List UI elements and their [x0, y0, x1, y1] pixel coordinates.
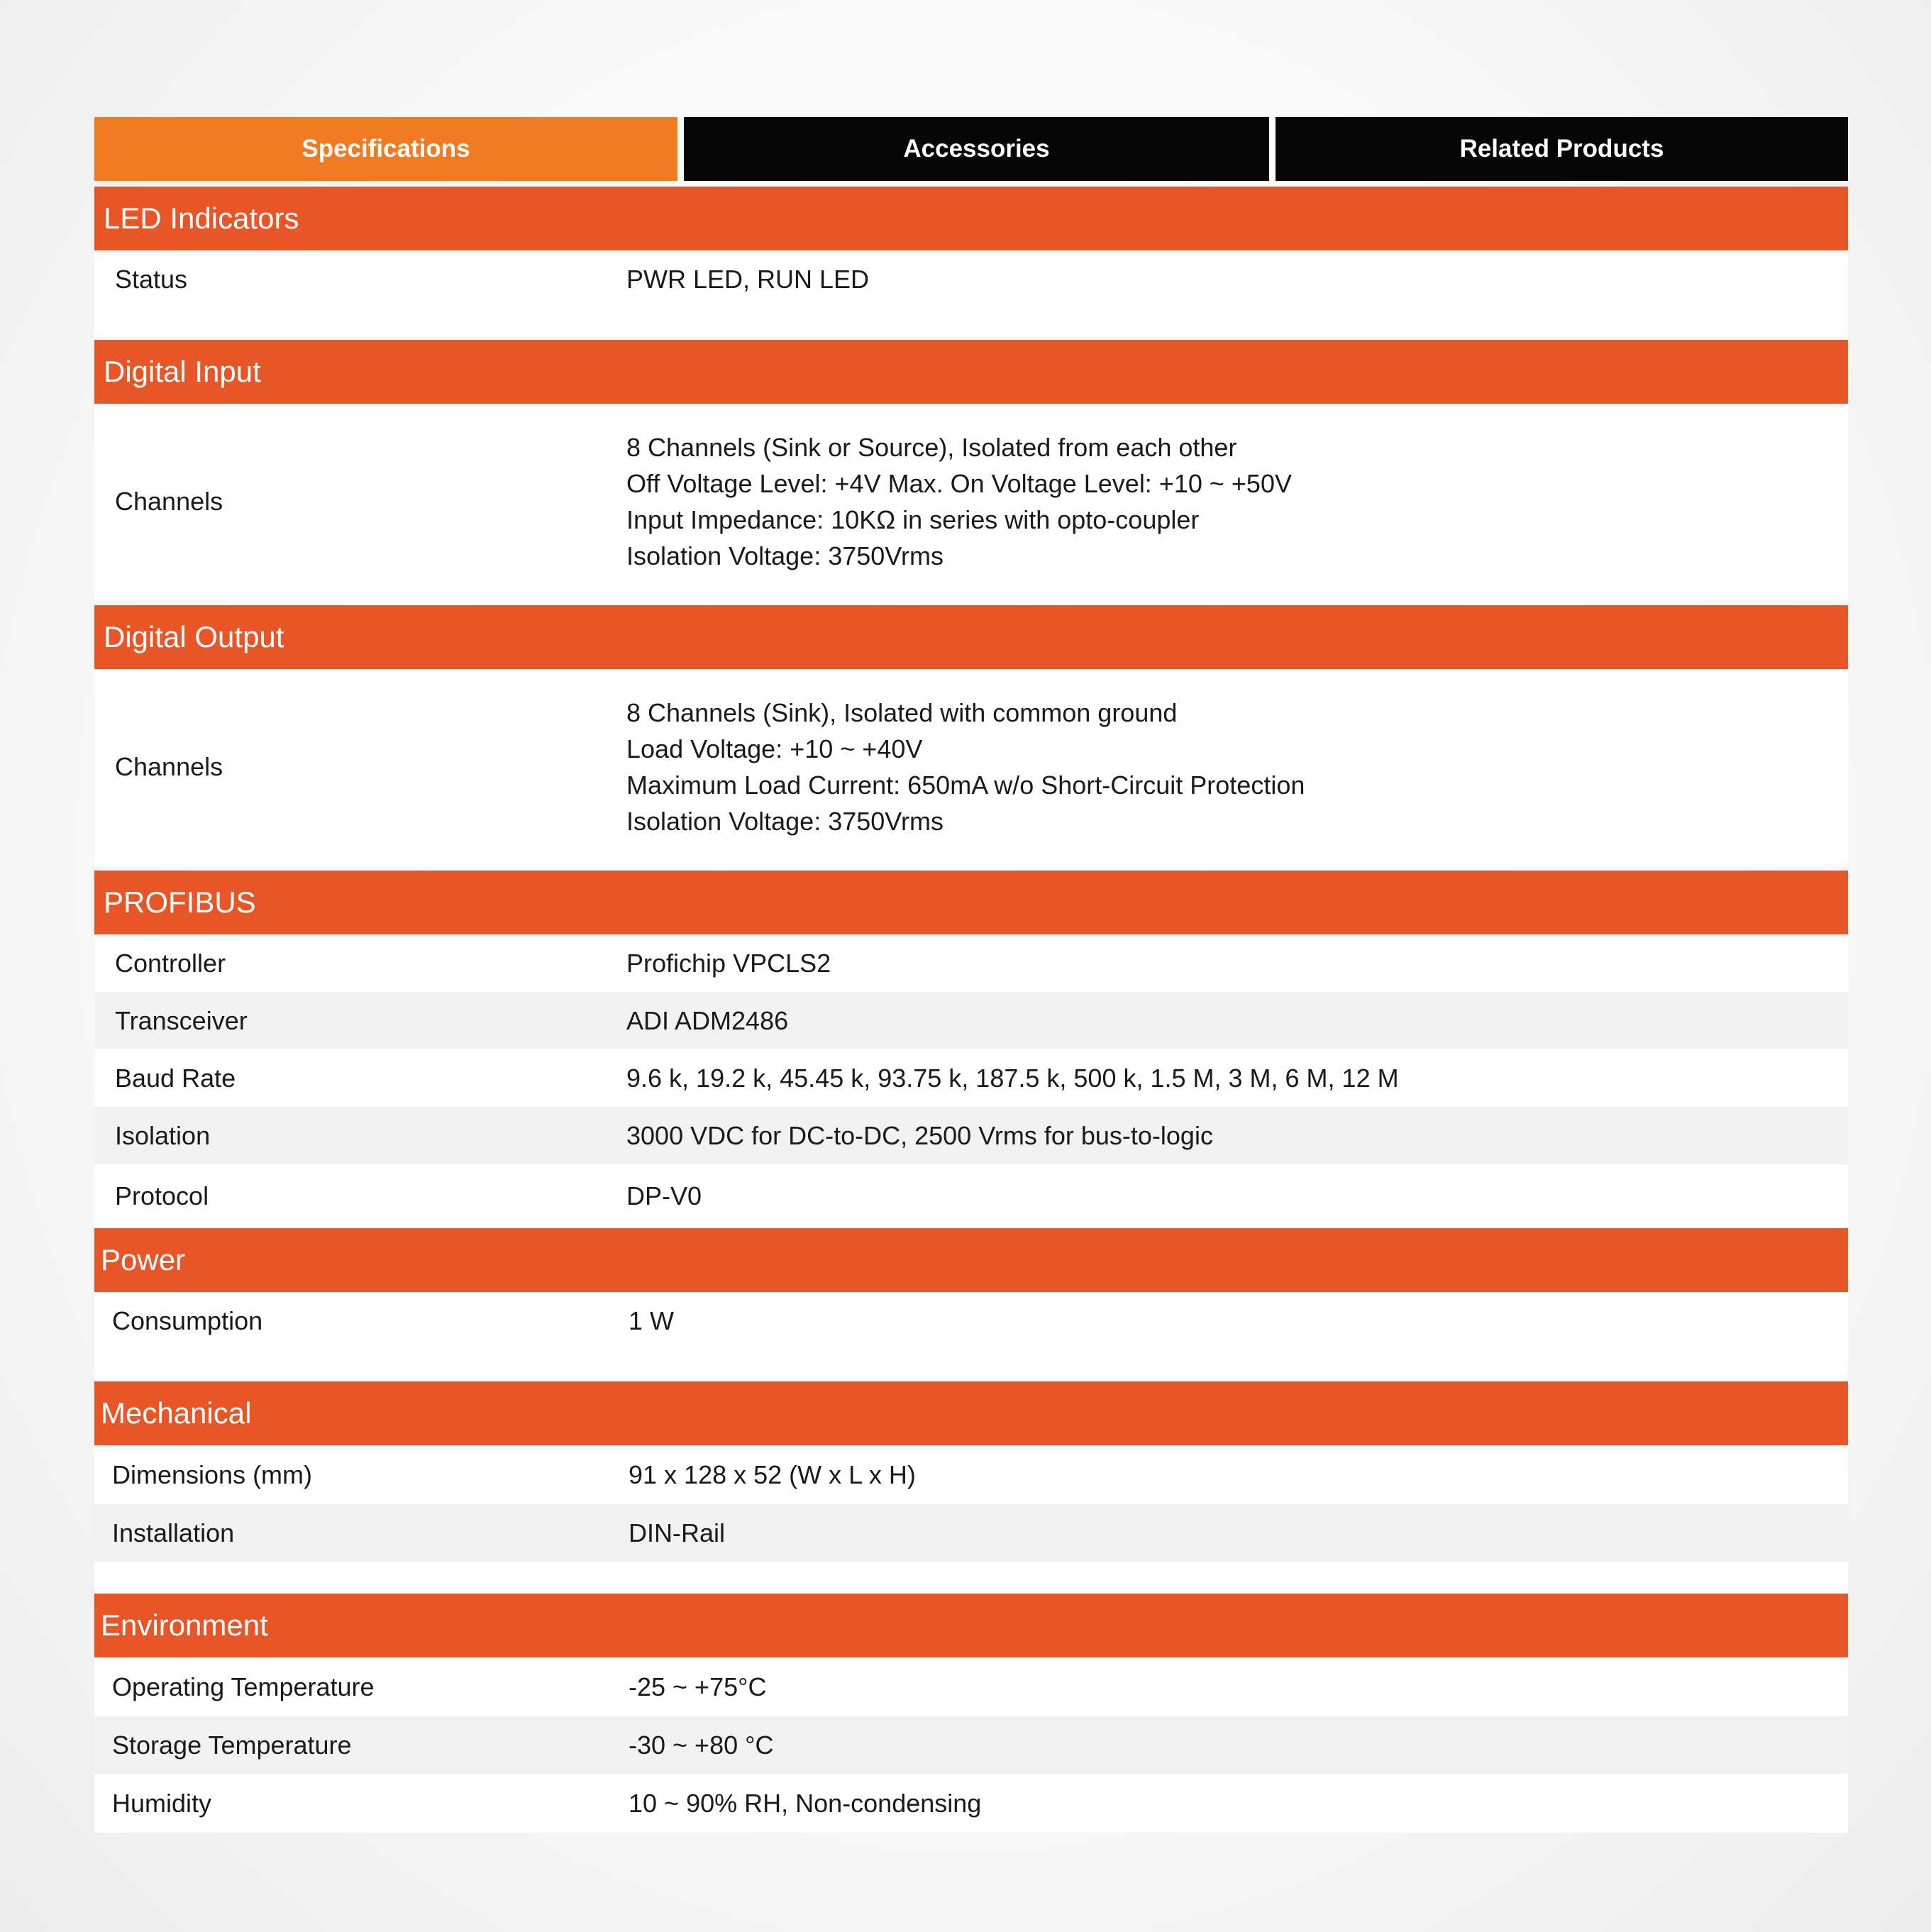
- spec-label: Protocol: [115, 1181, 209, 1210]
- spec-value: 91 x 128 x 52 (W x L x H): [629, 1459, 916, 1489]
- spec-value: 1 W: [629, 1306, 675, 1335]
- spec-row: [94, 250, 1848, 308]
- spec-row: [94, 1164, 1848, 1228]
- spec-row: [94, 1504, 1848, 1562]
- spec-value: Profichip VPCLS2: [626, 948, 831, 978]
- section-profibus: PROFIBUS: [94, 871, 1848, 934]
- spec-row: [94, 1657, 1848, 1716]
- spec-label: Storage Temperature: [112, 1730, 352, 1760]
- spec-value: 3000 VDC for DC-to-DC, 2500 Vrms for bus-to-logic: [626, 1120, 1213, 1150]
- spec-value: PWR LED, RUN LED: [626, 264, 870, 294]
- tab-specifications[interactable]: Specifications: [94, 117, 677, 181]
- spec-line: Isolation Voltage: 3750Vrms: [626, 807, 944, 836]
- spec-row: [94, 1049, 1848, 1107]
- section-led-indicators: LED Indicators: [94, 187, 1848, 250]
- spec-value: DP-V0: [626, 1181, 702, 1210]
- spec-row: [94, 1716, 1848, 1774]
- spec-value: -30 ~ +80 °C: [629, 1730, 774, 1760]
- spec-label: Consumption: [112, 1306, 263, 1335]
- spec-row: [94, 934, 1848, 992]
- spec-label: Baud Rate: [115, 1063, 236, 1093]
- spec-label: Transceiver: [115, 1005, 248, 1035]
- spec-value: -25 ~ +75°C: [629, 1672, 767, 1701]
- spec-value: DIN-Rail: [629, 1518, 726, 1547]
- spec-line: Maximum Load Current: 650mA w/o Short-Circuit Protection: [626, 771, 1305, 800]
- spec-value-multiline: [626, 695, 1848, 839]
- spec-line: 8 Channels (Sink or Source), Isolated from each other: [626, 433, 1237, 462]
- spec-label: Isolation: [115, 1120, 211, 1150]
- section-digital-input: Digital Input: [94, 340, 1848, 404]
- spec-line: Input Impedance: 10KΩ in series with opto-coupler: [626, 505, 1200, 534]
- section-power: Power: [94, 1228, 1848, 1292]
- tab-accessories[interactable]: Accessories: [684, 117, 1269, 181]
- spec-value: 9.6 k, 19.2 k, 45.45 k, 93.75 k, 187.5 k, 500 k, 1.5 M, 3 M, 6 M, 12 M: [626, 1063, 1399, 1093]
- spec-label: Humidity: [112, 1788, 212, 1818]
- spec-label: Channels: [115, 752, 223, 781]
- spec-row: [94, 1445, 1848, 1504]
- section-mechanical: Mechanical: [94, 1381, 1848, 1445]
- spec-row: [94, 404, 1848, 600]
- section-environment: Environment: [94, 1594, 1848, 1657]
- spec-label: Installation: [112, 1518, 235, 1547]
- spec-label: Operating Temperature: [112, 1672, 375, 1701]
- section-digital-output: Digital Output: [94, 605, 1848, 669]
- spec-row: [94, 1292, 1848, 1349]
- spec-line: Isolation Voltage: 3750Vrms: [626, 541, 944, 570]
- tab-bar: [94, 117, 1848, 181]
- spec-row: [94, 1107, 1848, 1164]
- spec-label: Controller: [115, 948, 226, 978]
- spec-label: Channels: [115, 487, 223, 516]
- spec-line: Off Voltage Level: +4V Max. On Voltage Level: +10 ~ +50V: [626, 469, 1292, 498]
- spec-label: Status: [115, 264, 188, 294]
- spec-card: [94, 117, 1848, 1833]
- spec-value: ADI ADM2486: [626, 1005, 789, 1035]
- spec-row: [94, 669, 1848, 865]
- spec-row: [94, 992, 1848, 1049]
- spec-value-multiline: [626, 429, 1848, 574]
- spec-label: Dimensions (mm): [112, 1459, 313, 1489]
- spec-row: [94, 1774, 1848, 1833]
- spec-value: 10 ~ 90% RH, Non-condensing: [629, 1788, 982, 1818]
- spec-line: 8 Channels (Sink), Isolated with common ground: [626, 698, 1178, 727]
- spec-line: Load Voltage: +10 ~ +40V: [626, 734, 923, 763]
- tab-related-products[interactable]: Related Products: [1276, 117, 1848, 181]
